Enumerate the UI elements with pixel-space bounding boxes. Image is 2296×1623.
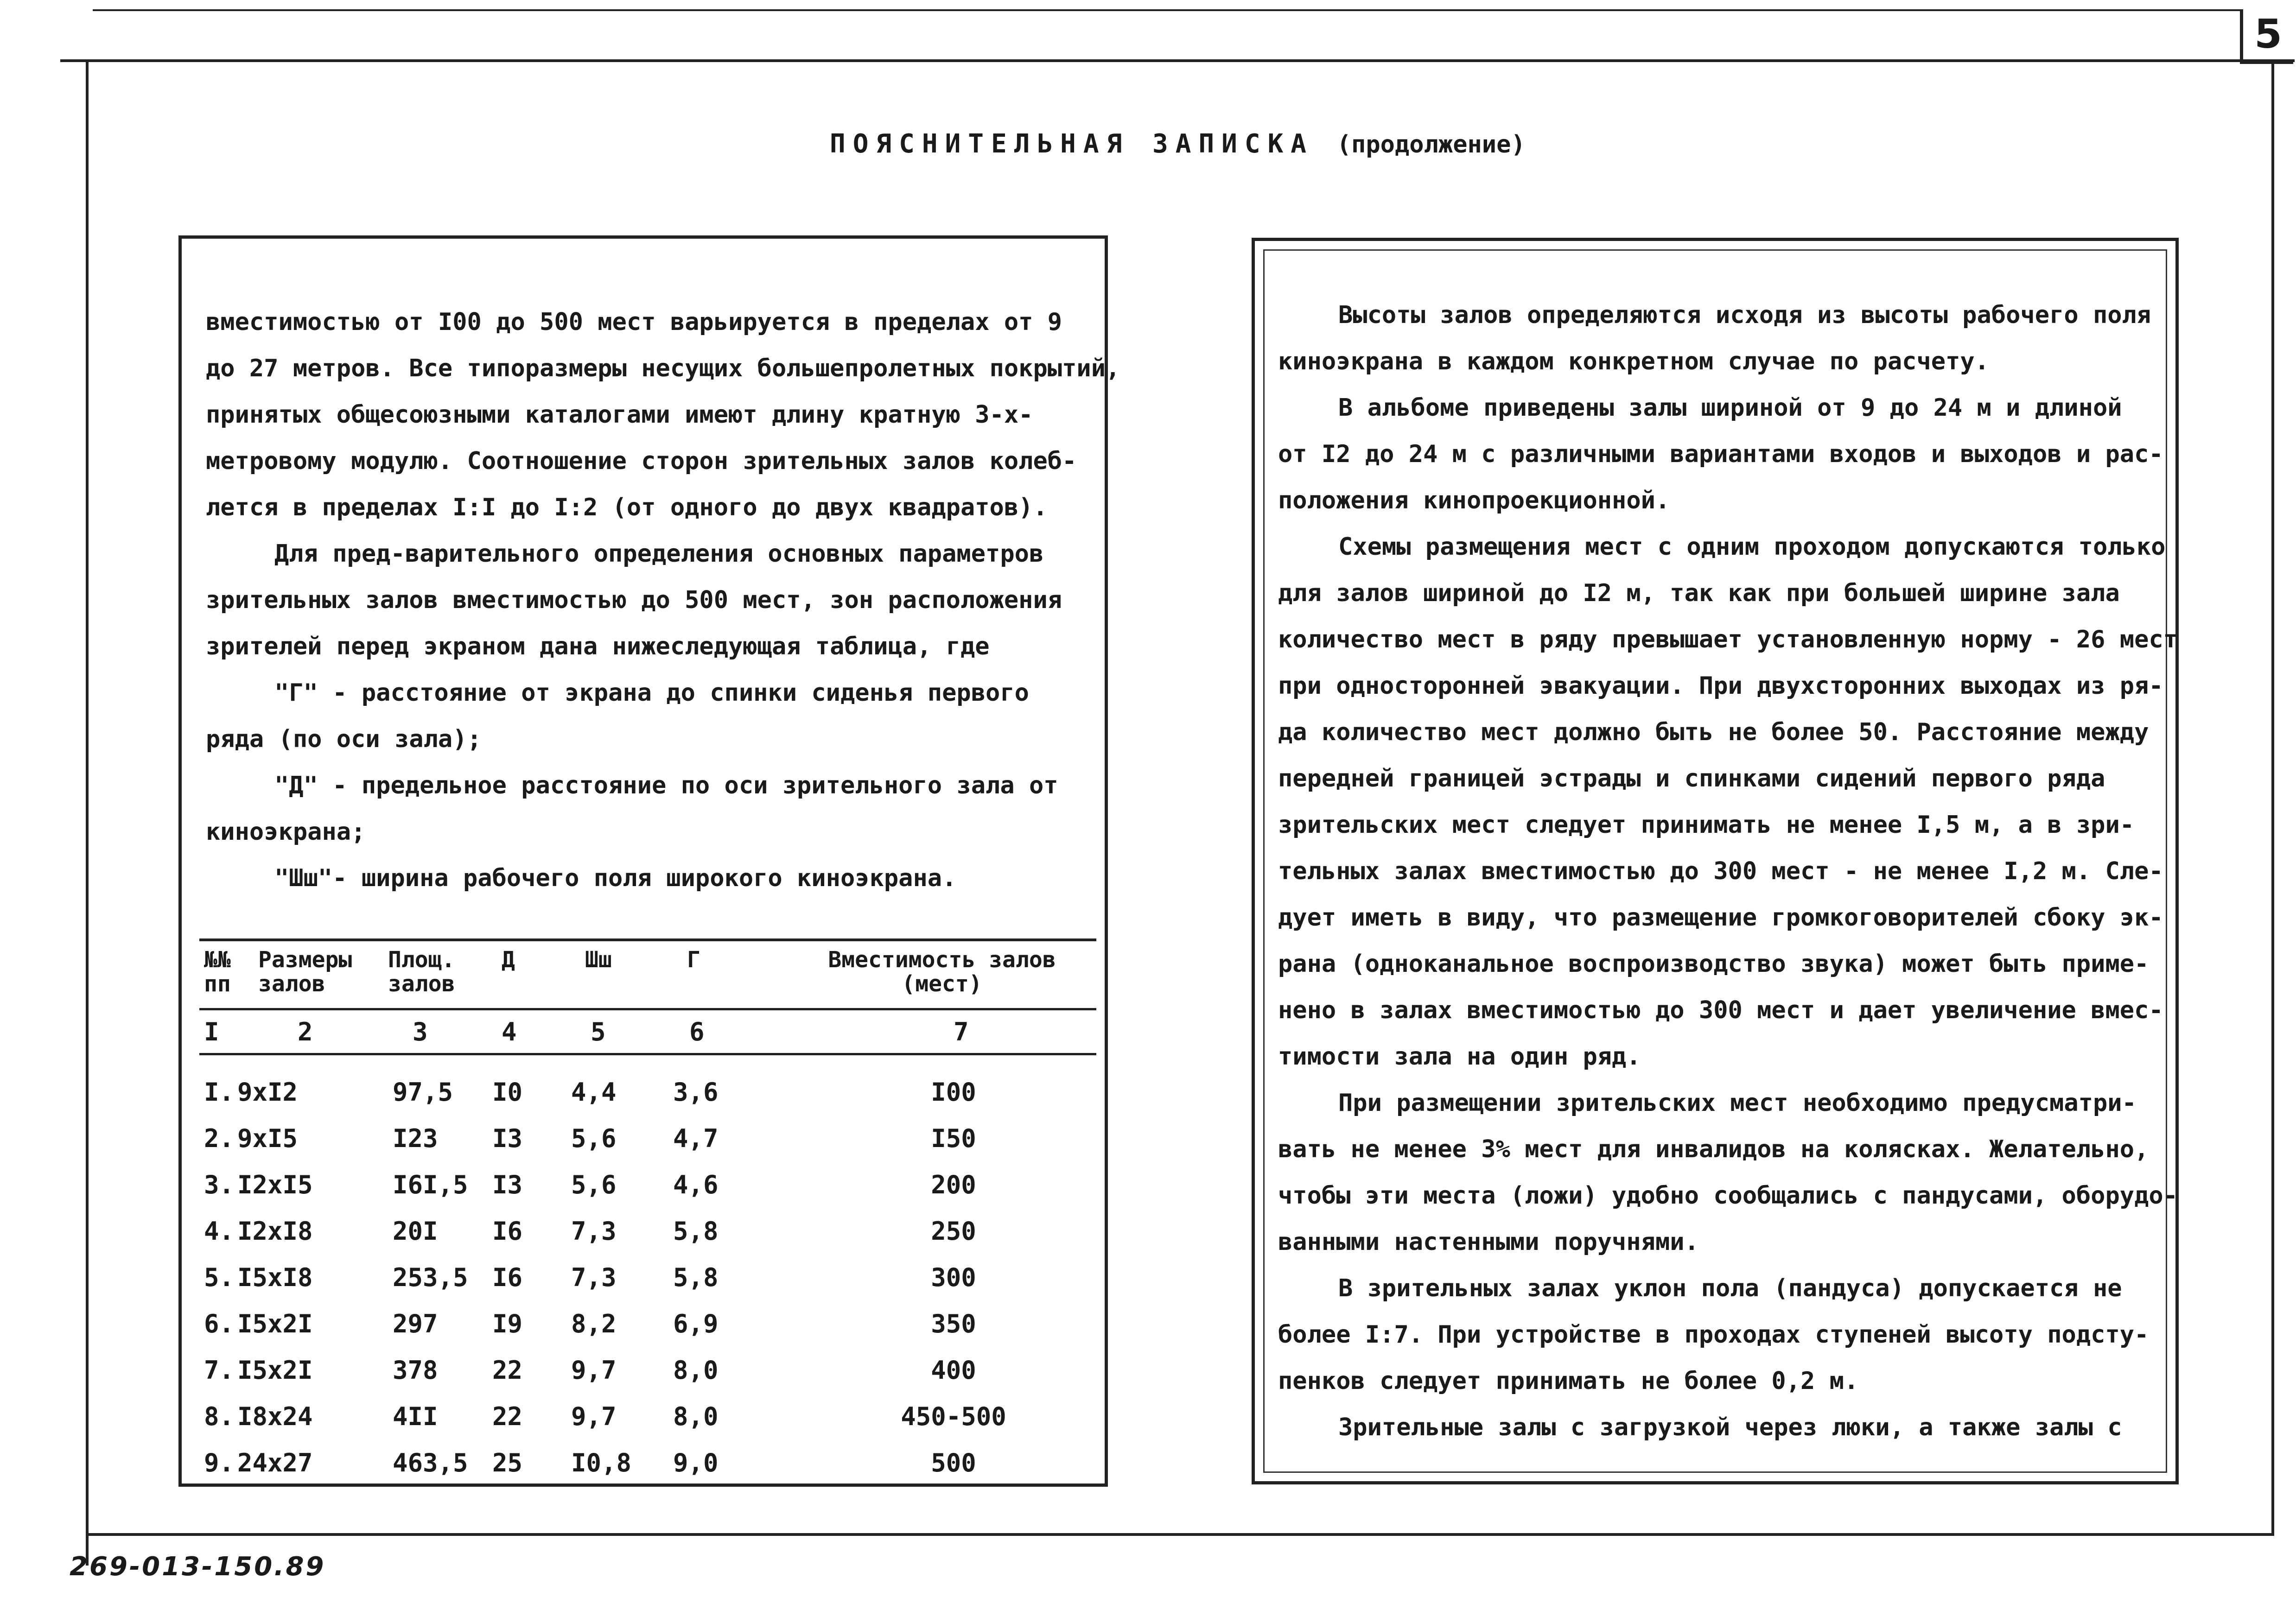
table-cell-capacity: 500 <box>931 1448 976 1477</box>
bottom-border-line <box>86 1533 2274 1536</box>
table-cell-area: 378 <box>393 1356 438 1385</box>
header-sh: Шш <box>585 947 612 973</box>
table-top-rule <box>199 938 1096 941</box>
left-line: вместимостью от I00 до 500 мест варьируется в пределах от 9 <box>206 308 1062 336</box>
table-cell-num: 8. <box>204 1402 235 1431</box>
right-line: тельных залах вместимостью до 300 мест - не менее I,2 м. Сле- <box>1278 857 2163 885</box>
colnum: 2 <box>298 1017 313 1046</box>
table-cell-capacity: 200 <box>931 1170 976 1199</box>
right-line: тимости зала на один ряд. <box>1278 1043 1641 1071</box>
table-cell-size: 24x27 <box>237 1448 313 1477</box>
table-cell-capacity: I50 <box>931 1124 976 1153</box>
left-line: "Г" - расстояние от экрана до спинки сиденья первого <box>274 679 1029 707</box>
table-cell-size: I2xI8 <box>237 1217 313 1246</box>
table-cell-d: I6 <box>492 1217 523 1246</box>
table-cell-num: 5. <box>204 1263 235 1292</box>
table-cell-num: 3. <box>204 1170 235 1199</box>
left-line: принятых общесоюзными каталогами имеют длину кратную 3-х- <box>206 401 1033 429</box>
table-cell-area: 253,5 <box>393 1263 468 1292</box>
table-cell-area: 4II <box>393 1402 438 1431</box>
table-cell-sh: 9,7 <box>571 1402 617 1431</box>
right-text-panel <box>1252 238 2179 1484</box>
table-cell-capacity: 350 <box>931 1309 976 1338</box>
right-line: киноэкрана в каждом конкретном случае по расчету. <box>1278 348 1990 375</box>
title-main: ПОЯСНИТЕЛЬНАЯ ЗАПИСКА <box>830 129 1314 159</box>
left-line: лется в пределах I:I до I:2 (от одного до двух квадратов). <box>206 494 1048 521</box>
table-cell-g: 8,0 <box>673 1402 719 1431</box>
right-line: да количество мест должно быть не более 50. Расстояние между <box>1278 718 2149 746</box>
table-cell-d: 22 <box>492 1402 523 1431</box>
table-cell-num: I. <box>204 1078 235 1107</box>
table-cell-area: 20I <box>393 1217 438 1246</box>
left-border-line <box>86 59 89 1566</box>
table-cell-g: 3,6 <box>673 1078 719 1107</box>
table-cell-num: 7. <box>204 1356 235 1385</box>
table-cell-num: 2. <box>204 1124 235 1153</box>
right-line: Высоты залов определяются исходя из высоты рабочего поля <box>1338 301 2151 329</box>
left-text-panel <box>178 235 1120 1487</box>
right-line: чтобы эти места (ложи) удобно сообщались с пандусами, оборудо- <box>1278 1182 2178 1210</box>
title-subtitle: (продолжение) <box>1336 131 1526 158</box>
right-line: нено в залах вместимостью до 300 мест и дает увеличение вмес- <box>1278 996 2163 1024</box>
table-cell-area: 463,5 <box>393 1448 468 1477</box>
table-cell-sh: 8,2 <box>571 1309 617 1338</box>
table-cell-g: 4,7 <box>673 1124 719 1153</box>
left-line: зрителей перед экраном дана нижеследующая таблица, где <box>206 633 990 660</box>
table-cell-area: I23 <box>393 1124 438 1153</box>
table-cell-capacity: 250 <box>931 1217 976 1246</box>
page-number: 5 <box>2240 9 2293 64</box>
left-line: киноэкрана; <box>206 818 366 846</box>
table-cell-sh: I0,8 <box>571 1448 632 1477</box>
header-g: Г <box>687 947 700 973</box>
table-cell-size: I5xI8 <box>237 1263 313 1292</box>
right-line: рана (одноканальное воспроизводство звука) может быть приме- <box>1278 950 2149 978</box>
right-line: вать не менее 3% мест для инвалидов на колясках. Желательно, <box>1278 1135 2149 1163</box>
table-cell-size: I5x2I <box>237 1356 313 1385</box>
table-cell-num: 4. <box>204 1217 235 1246</box>
table-cell-size: 9xI5 <box>237 1124 298 1153</box>
document-code: 269-013-150.89 <box>70 1552 326 1582</box>
table-cell-capacity: I00 <box>931 1078 976 1107</box>
left-line: ряда (по оси зала); <box>206 725 482 753</box>
right-line: более I:7. При устройстве в проходах ступеней высоту подсту- <box>1278 1321 2149 1349</box>
right-line: Зрительные залы с загрузкой через люки, а также залы с <box>1338 1414 2122 1441</box>
left-line: до 27 метров. Все типоразмеры несущих большепролетных покрытий, <box>206 355 1120 382</box>
left-line: зрительных залов вместимостью до 500 мест, зон расположения <box>206 586 1062 614</box>
colnum: 3 <box>413 1017 428 1046</box>
right-line: от I2 до 24 м с различными вариантами входов и выходов и рас- <box>1278 440 2163 468</box>
header-num: №№ пп <box>204 947 231 997</box>
header-size: Размеры залов <box>258 947 352 997</box>
table-cell-sh: 5,6 <box>571 1124 617 1153</box>
table-cell-d: 22 <box>492 1356 523 1385</box>
table-cell-capacity: 400 <box>931 1356 976 1385</box>
right-line: количество мест в ряду превышает установленную норму - 26 мест <box>1278 626 2178 653</box>
table-cell-size: I5x2I <box>237 1309 313 1338</box>
table-cell-d: I3 <box>492 1124 523 1153</box>
table-cell-size: I8x24 <box>237 1402 313 1431</box>
left-line: "Д" - предельное расстояние по оси зрительного зала от <box>274 772 1058 799</box>
left-line: Для пред-варительного определения основных параметров <box>274 540 1044 568</box>
table-cell-sh: 7,3 <box>571 1217 617 1246</box>
right-line: дует иметь в виду, что размещение громкоговорителей сбоку эк- <box>1278 904 2163 932</box>
table-cell-g: 8,0 <box>673 1356 719 1385</box>
table-cell-sh: 7,3 <box>571 1263 617 1292</box>
table-cell-d: 25 <box>492 1448 523 1477</box>
table-cell-capacity: 300 <box>931 1263 976 1292</box>
table-cell-size: I2xI5 <box>237 1170 313 1199</box>
left-line: "Шш"- ширина рабочего поля широкого киноэкрана. <box>274 864 957 892</box>
table-cell-sh: 4,4 <box>571 1078 617 1107</box>
top-border-line <box>60 59 2295 62</box>
right-line: при односторонней эвакуации. При двухсторонних выходах из ря- <box>1278 672 2163 700</box>
table-colnum-rule <box>199 1053 1096 1055</box>
colnum: 5 <box>591 1017 606 1046</box>
right-line: При размещении зрительских мест необходимо предусматри- <box>1338 1089 2137 1117</box>
table-cell-g: 4,6 <box>673 1170 719 1199</box>
table-cell-num: 9. <box>204 1448 235 1477</box>
right-line: положения кинопроекционной. <box>1278 487 1670 514</box>
table-cell-sh: 9,7 <box>571 1356 617 1385</box>
right-border-line <box>2271 59 2274 1536</box>
right-line: для залов шириной до I2 м, так как при большей ширине зала <box>1278 579 2120 607</box>
colnum: I <box>204 1017 219 1046</box>
table-cell-capacity: 450-500 <box>901 1402 1006 1431</box>
colnum: 4 <box>502 1017 517 1046</box>
header-d: Д <box>502 947 515 973</box>
table-cell-d: I6 <box>492 1263 523 1292</box>
table-cell-g: 5,8 <box>673 1217 719 1246</box>
right-line: В зрительных залах уклон пола (пандуса) допускается не <box>1338 1274 2122 1302</box>
header-capacity: Вместимость залов (мест) <box>828 947 1056 997</box>
colnum: 7 <box>954 1017 969 1046</box>
right-line: пенков следует принимать не более 0,2 м. <box>1278 1367 1859 1395</box>
right-line: В альбоме приведены залы шириной от 9 до 24 м и длиной <box>1338 394 2122 422</box>
table-cell-area: 297 <box>393 1309 438 1338</box>
table-cell-g: 5,8 <box>673 1263 719 1292</box>
table-cell-g: 9,0 <box>673 1448 719 1477</box>
left-line: метровому модулю. Соотношение сторон зрительных залов колеб- <box>206 447 1077 475</box>
right-line: Схемы размещения мест с одним проходом допускаются только <box>1338 533 2166 561</box>
table-cell-area: 97,5 <box>393 1078 453 1107</box>
right-line: зрительских мест следует принимать не менее I,5 м, а в зри- <box>1278 811 2135 839</box>
colnum: 6 <box>689 1017 705 1046</box>
table-cell-size: 9xI2 <box>237 1078 298 1107</box>
table-cell-d: I3 <box>492 1170 523 1199</box>
table-header-rule <box>199 1008 1096 1010</box>
table-cell-area: I6I,5 <box>393 1170 468 1199</box>
header-area: Площ. залов <box>388 947 455 997</box>
table-cell-g: 6,9 <box>673 1309 719 1338</box>
document-title <box>830 129 1646 159</box>
top-edge-line <box>93 9 2240 11</box>
right-line: ванными настенными поручнями. <box>1278 1228 1699 1256</box>
table-cell-d: I0 <box>492 1078 523 1107</box>
table-cell-sh: 5,6 <box>571 1170 617 1199</box>
table-cell-num: 6. <box>204 1309 235 1338</box>
right-line: передней границей эстрады и спинками сидений первого ряда <box>1278 765 2105 792</box>
table-cell-d: I9 <box>492 1309 523 1338</box>
